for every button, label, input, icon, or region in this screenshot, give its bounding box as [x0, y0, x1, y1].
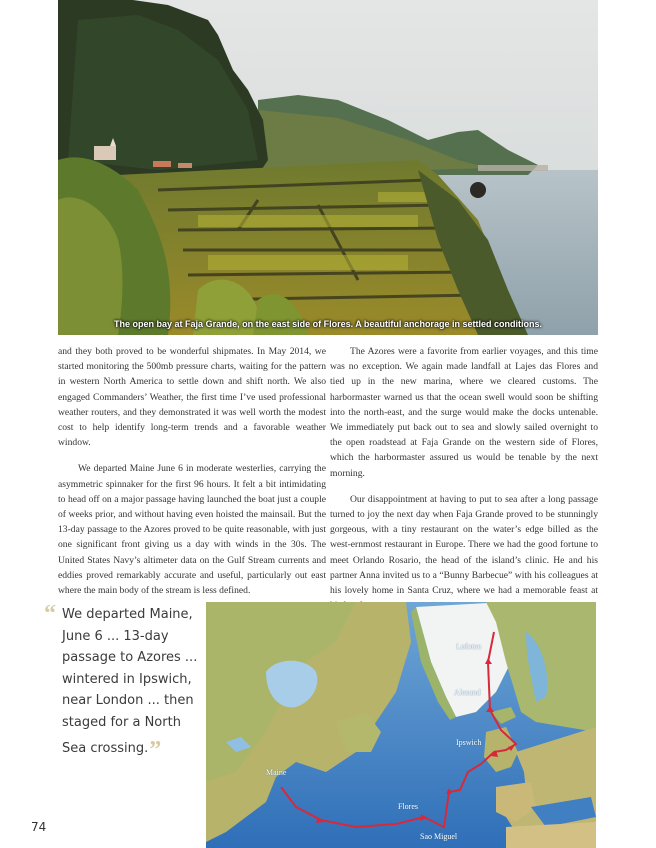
faja-grande-landscape-image — [58, 0, 598, 335]
photo-caption: The open bay at Faja Grande, on the east side of Flores. A beautiful anchorage in settled conditions. — [114, 319, 542, 329]
map-label-lofoten: Lofoten — [456, 642, 482, 651]
article-column-right — [330, 344, 598, 597]
route-map — [206, 602, 596, 848]
article-column-left — [58, 344, 326, 597]
paragraph: We departed Maine June 6 in moderate westerlies, carrying the asymmetric spinnaker for the first 96 hours. It felt a bit intimidating to head off on a major passage having launched the boat just a couple of weeks prior, and without having even hoisted the mainsail. But the 13-day passage to the Azores proved to be quite reasonable, with just one significant front giving us a day with winds in the 30s. The United States Navy’s altimeter data on the Gulf Stream currents and eddies proved remarkably accurate and useful, particularly out east where the main body of the stream is less defined. — [58, 463, 326, 597]
map-label-alesund: Alesund — [454, 688, 481, 697]
hero-photo — [58, 0, 598, 335]
map-label-ipswich: Ipswich — [456, 738, 482, 747]
paragraph: Our disappointment at having to put to sea after a long passage turned to joy the next day when Faja Grande proved to be stunningly gorgeous, with a tiny restaurant on the water’s edge billed as the west-ernmost restaurant in Europe. There we had the good fortune to meet Orlando Rosario, the head of the island’s clinic. He and his partner Anna invited us to a “Bunny Barbecue” with his colleagues at his lovely home in Santa Cruz, where we had a memorable feast at — [330, 493, 598, 597]
map-label-flores: Flores — [398, 802, 418, 811]
map-label-sao-miguel: Sao Miguel — [420, 832, 458, 841]
paragraph: and they both proved to be wonderful shipmates. In May 2014, we started monitoring the 500mb pressure charts, waiting for the pattern in western North America to settle down and shift north. We also engaged Commanders’ Weather, the first time I’ve used professional weather routers, and they demonstrated it was well worth the modest cost to help identify long-term trends and a favorable weather window. — [58, 346, 326, 449]
page-number: 74 — [31, 820, 47, 834]
open-quote-mark-icon: “ — [44, 601, 56, 627]
paragraph: The Azores were a favorite from earlier voyages, and this time was no exception. We again made landfall at Lajes das Flores and tied up in the new marina, where we cleared customs. The harbormaster warned us that the ocean swell would soon be shifting into the north-east, and the surge would make the docks untenable. We immediately put back out to sea and slowly sailed overnight to the open roadstead at Faja Grande on the western side of Flores, which the harbormaster assured us would be tenable by the next morning. — [330, 346, 598, 479]
pull-quote — [40, 601, 200, 763]
map-label-maine: Maine — [266, 768, 287, 777]
pull-quote-text: We departed Maine, June 6 ... 13-day passage to Azores ... wintered in Ipswich, near London ... then staged for a North Sea crossing. — [62, 607, 198, 756]
close-quote-mark-icon: ” — [149, 737, 162, 763]
